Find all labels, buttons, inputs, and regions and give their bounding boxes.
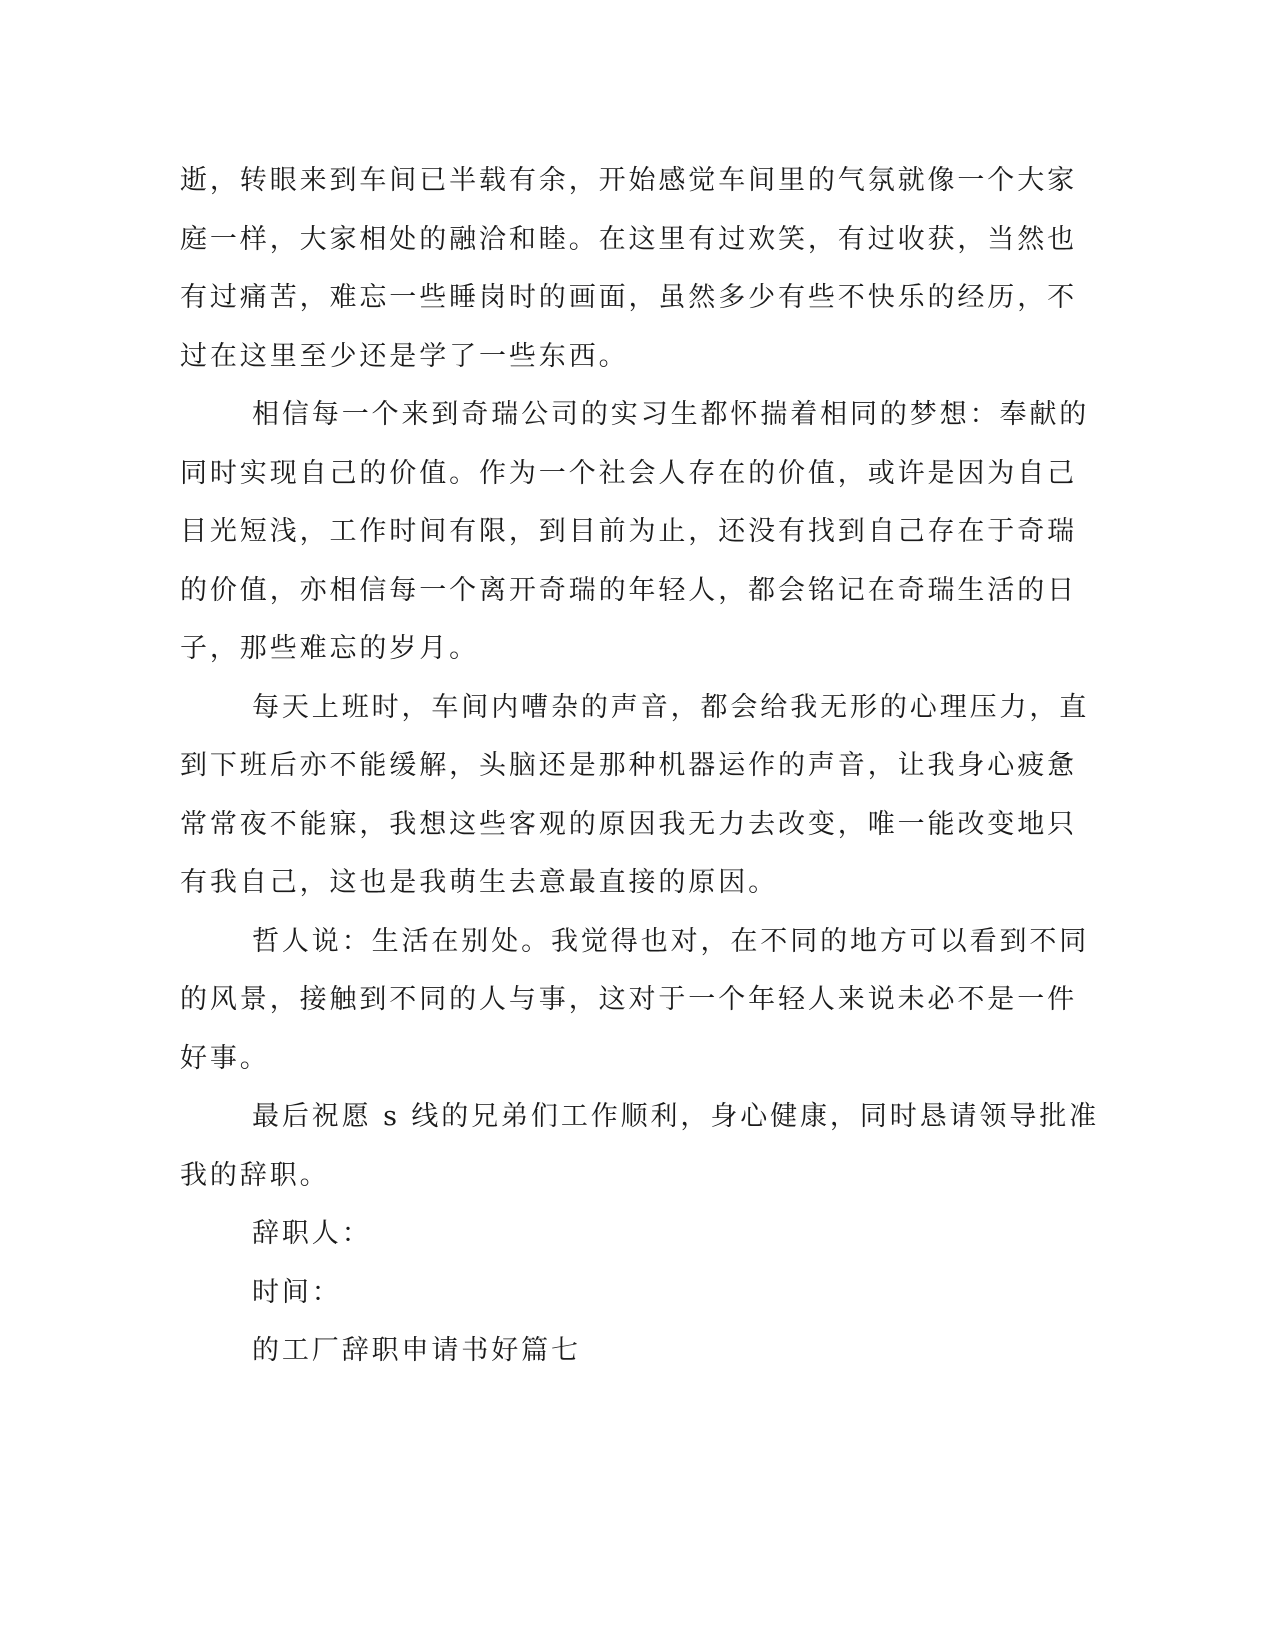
resigner-label: 辞职人： [252,1218,372,1249]
text-line: 哲人说：生活在别处。我觉得也对，在不同的地方可以看到不同 [252,925,1090,957]
paragraph-1 [180,152,1077,386]
text-line: 庭一样，大家相处的融洽和睦。在这里有过欢笑，有过收获，当然也 [180,223,1077,255]
text-line: 同时实现自己的价值。作为一个社会人存在的价值，或许是因为自己 [180,457,1077,489]
paragraph-4 [180,913,1090,1089]
text-line: 的价值，亦相信每一个离开奇瑞的年轻人，都会铭记在奇瑞生活的日 [180,574,1077,606]
paragraph-2 [180,386,1090,679]
text-line: 目光短浅，工作时间有限，到目前为止，还没有找到自己存在于奇瑞 [180,516,1077,547]
text-line: 到下班后亦不能缓解，头脑还是那种机器运作的声音，让我身心疲惫 [180,750,1077,781]
date-label: 时间： [252,1276,342,1308]
text-line: 有我自己，这也是我萌生去意最直接的原因。 [180,867,778,898]
text-line: 逝，转眼来到车间已半载有余，开始感觉车间里的气氛就像一个大家 [180,165,1077,196]
text-line: 常常夜不能寐，我想这些客观的原因我无力去改变，唯一能改变地只 [180,808,1077,840]
text-line: 每天上班时，车间内嘈杂的声音，都会给我无形的心理压力，直 [252,691,1090,723]
text-line: 好事。 [180,1042,270,1074]
text-line: 我的辞职。 [180,1159,330,1191]
letter-body [180,152,1100,1381]
text-line: 子，那些难忘的岁月。 [180,633,479,664]
section-heading: 的工厂辞职申请书好篇七 [252,1335,581,1366]
text-line: 最后祝愿 s 线的兄弟们工作顺利，身心健康，同时恳请领导批准 [252,1101,1100,1132]
paragraph-5 [180,1088,1100,1205]
text-line: 的风景，接触到不同的人与事，这对于一个年轻人来说未必不是一件 [180,984,1077,1015]
text-line: 有过痛苦，难忘一些睡岗时的画面，虽然多少有些不快乐的经历，不 [180,282,1077,313]
next-section-heading [180,1322,1030,1381]
text-line: 过在这里至少还是学了一些东西。 [180,340,629,372]
paragraph-3 [180,679,1090,913]
text-line: 相信每一个来到奇瑞公司的实习生都怀揣着相同的梦想：奉献的 [252,399,1090,430]
signature-block [180,1205,1030,1322]
